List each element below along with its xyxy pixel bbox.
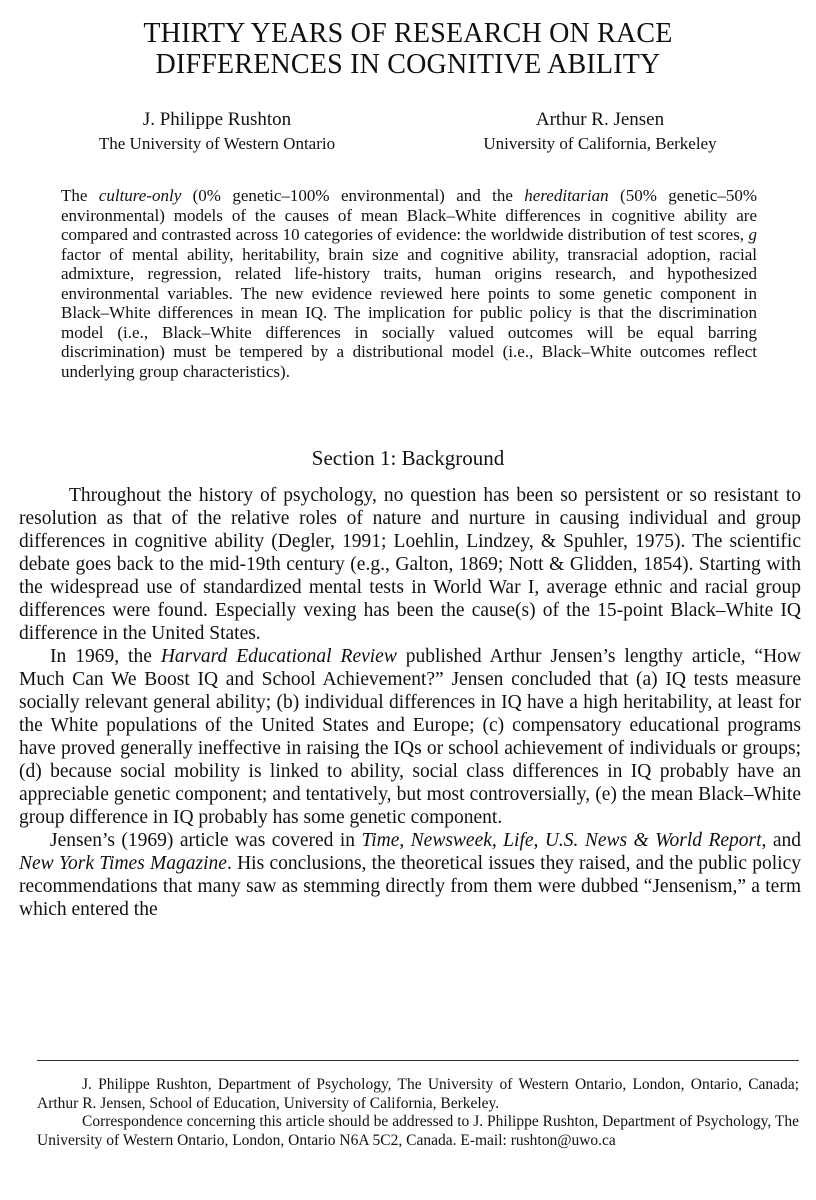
author-block-jensen bbox=[440, 108, 760, 156]
footnote-divider bbox=[37, 1060, 799, 1061]
paragraph-text: , and bbox=[761, 830, 801, 851]
publication-titles: Time, Newsweek, Life, U.S. News & World Report bbox=[361, 830, 762, 851]
abstract-italic-term: hereditarian bbox=[524, 186, 609, 205]
abstract-italic-term: g bbox=[748, 225, 757, 244]
abstract-text: The bbox=[61, 186, 99, 205]
abstract bbox=[61, 186, 757, 381]
section-heading: Section 1: Background bbox=[311, 446, 505, 470]
paragraph-3 bbox=[19, 829, 801, 921]
title-line-2: DIFFERENCES IN COGNITIVE ABILITY bbox=[155, 49, 661, 80]
body-text bbox=[19, 484, 801, 921]
paragraph-text: . His conclusions, the theoretical issues they raised, and the public policy recommendations that many saw as stemming directly from them were dubbed “Jensenism,” a term which entered the bbox=[19, 853, 801, 920]
abstract-text: (0% genetic–100% environmental) and the bbox=[181, 186, 525, 205]
author-affiliation: The University of Western Ontario bbox=[98, 134, 336, 153]
author-name: Arthur R. Jensen bbox=[535, 109, 665, 130]
paragraph-2 bbox=[19, 645, 801, 829]
paragraph-text: Jensen’s (1969) article was covered in bbox=[50, 830, 362, 851]
footnote-correspondence: Correspondence concerning this article should be addressed to J. Philippe Rushton, Department of Psychology, The University of Western Ontario, London, Ontario N6A 5C2, Canada. E-mail: rushton@uwo.ca bbox=[37, 1113, 799, 1149]
abstract-text: factor of mental ability, heritability, brain size and cognitive ability, transracial adoption, racial admixture, regression, related life-history traits, human origins research, and hypothesized environmental variables. The new evidence reviewed here points to some genetic component in Black–White differences in mean IQ. The implication for public policy is that the discrimination model (i.e., Black–White differences in socially valued outcomes will be equal barring discrimination) must be tempered by a distributional model (i.e., Black–White outcomes reflect underlying group characteristics). bbox=[61, 244, 757, 381]
abstract-italic-term: culture-only bbox=[98, 186, 182, 205]
author-name: J. Philippe Rushton bbox=[142, 109, 292, 130]
title-line-1: THIRTY YEARS OF RESEARCH ON RACE bbox=[143, 18, 673, 49]
paragraph-text: published Arthur Jensen’s lengthy article, “How Much Can We Boost IQ and School Achievement?” Jensen concluded that (a) IQ tests measure socially relevant general ability; (b) individual differences in IQ have a high heritability, at least for the White populations of the United States and Europe; (c) compensatory educational programs have proved generally ineffective in raising the IQs or school achievement of individuals or groups; (d) because social mobility is linked to ability, social class differences in IQ probably have an appreciable genetic component; and tentatively, but most controversially, (e) the mean Black–White group difference in IQ probably has some genetic component. bbox=[19, 646, 802, 828]
author-affiliation: University of California, Berkeley bbox=[483, 134, 717, 153]
publication-title: New York Times Magazine bbox=[19, 853, 227, 874]
paper-title bbox=[0, 18, 816, 80]
author-block-rushton bbox=[52, 108, 382, 156]
footnotes bbox=[37, 1076, 799, 1150]
abstract-text: (50% genetic–50% environmental) models of the causes of mean Black–White differences in cognitive ability are compared and contrasted across 10 categories of evidence: the worldwide distribution of test scores, bbox=[61, 186, 757, 244]
journal-title: Harvard Educational Review bbox=[160, 646, 397, 667]
paragraph-text: In 1969, the bbox=[50, 646, 161, 667]
paragraph-1: Throughout the history of psychology, no question has been so persistent or so resistant to resolution as that of the relative roles of nature and nurture in causing individual and group differences in cognitive ability (Degler, 1991; Loehlin, Lindzey, & Spuhler, 1975). The scientific debate goes back to the mid-19th century (e.g., Galton, 1869; Nott & Glidden, 1854). Starting with the widespread use of standardized mental tests in World War I, average ethnic and racial group differences were found. Especially vexing has been the cause(s) of the 15-point Black–White IQ difference in the United States. bbox=[19, 485, 801, 644]
footnote-affiliations: J. Philippe Rushton, Department of Psychology, The University of Western Ontario, London, Ontario, Canada; Arthur R. Jensen, School of Education, University of California, Berkeley. bbox=[37, 1076, 799, 1112]
